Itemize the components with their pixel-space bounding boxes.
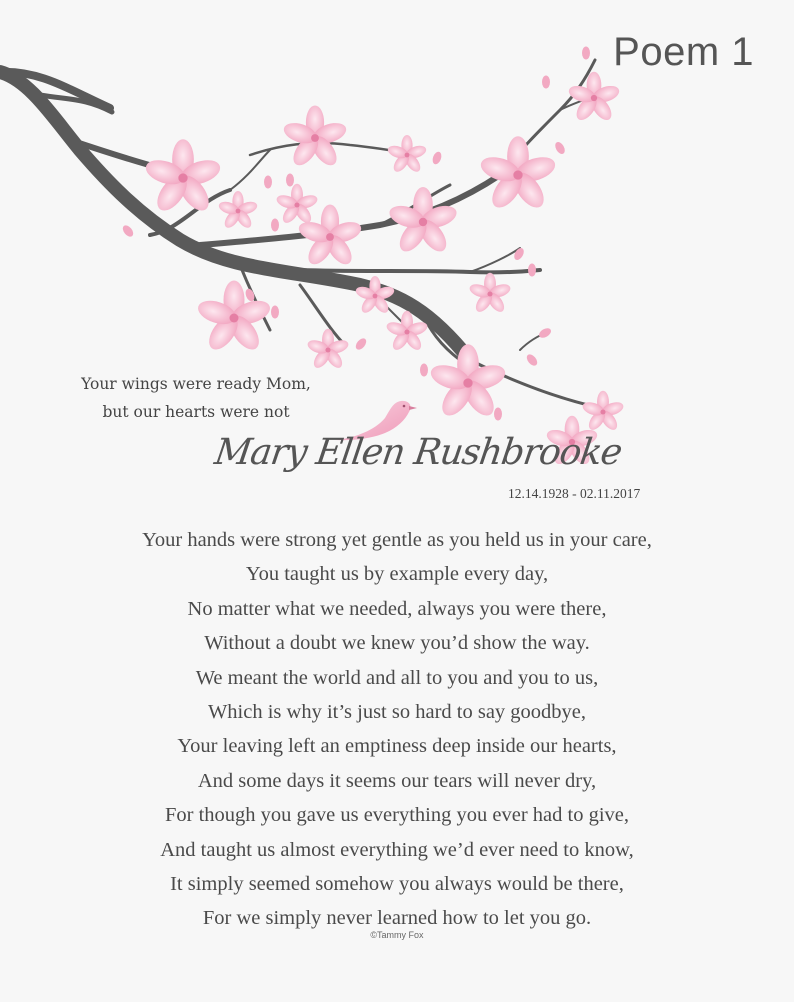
poem-line: And taught us almost everything we’d ever need to know, [160, 838, 634, 861]
blossom [306, 329, 350, 371]
poem-line: And some days it seems our tears will never dry, [197, 769, 597, 792]
poem-line: We meant the world and all to you and you to us, [195, 666, 599, 689]
poem-label: Poem 1 [613, 30, 754, 74]
blossom [143, 139, 223, 215]
poem-line: Your hands were strong yet gentle as you held us in your care, [142, 529, 652, 551]
poem-line: It simply seemed somehow you always would be there, [170, 872, 624, 895]
poem-line: Without a doubt we knew you’d show the way. [204, 632, 590, 655]
blossom [386, 135, 428, 174]
memorial-name: Mary Ellen Rushbrooke [212, 432, 624, 473]
poem-body [40, 523, 754, 936]
blossom [217, 191, 259, 230]
blossom [195, 281, 273, 355]
poem-line: For we simply never learned how to let you go. [202, 907, 592, 930]
blossom [478, 136, 558, 212]
poem-line: Which is why it’s just so hard to say goodbye, [207, 700, 587, 723]
poem-line: Your leaving left an emptiness deep inside our hearts, [177, 735, 617, 758]
poem-line: You taught us by example every day, [245, 563, 549, 586]
tagline-line-1: Your wings were ready Mom, [81, 375, 311, 393]
blossom [387, 187, 460, 256]
blossom [275, 184, 319, 226]
poem-line: No matter what we needed, always you were there, [187, 597, 607, 620]
memorial-dates: 12.14.1928 - 02.11.2017 [508, 486, 641, 501]
blossom [468, 273, 512, 315]
tagline-line-2: but our hearts were not [102, 403, 290, 421]
blossom [281, 106, 348, 170]
tagline [60, 370, 332, 426]
blossom [567, 72, 621, 124]
copyright-credit: ©Tammy Fox [370, 930, 424, 940]
blossom [581, 391, 625, 433]
poem-line: For though you gave us everything you ever had to give, [164, 804, 629, 827]
